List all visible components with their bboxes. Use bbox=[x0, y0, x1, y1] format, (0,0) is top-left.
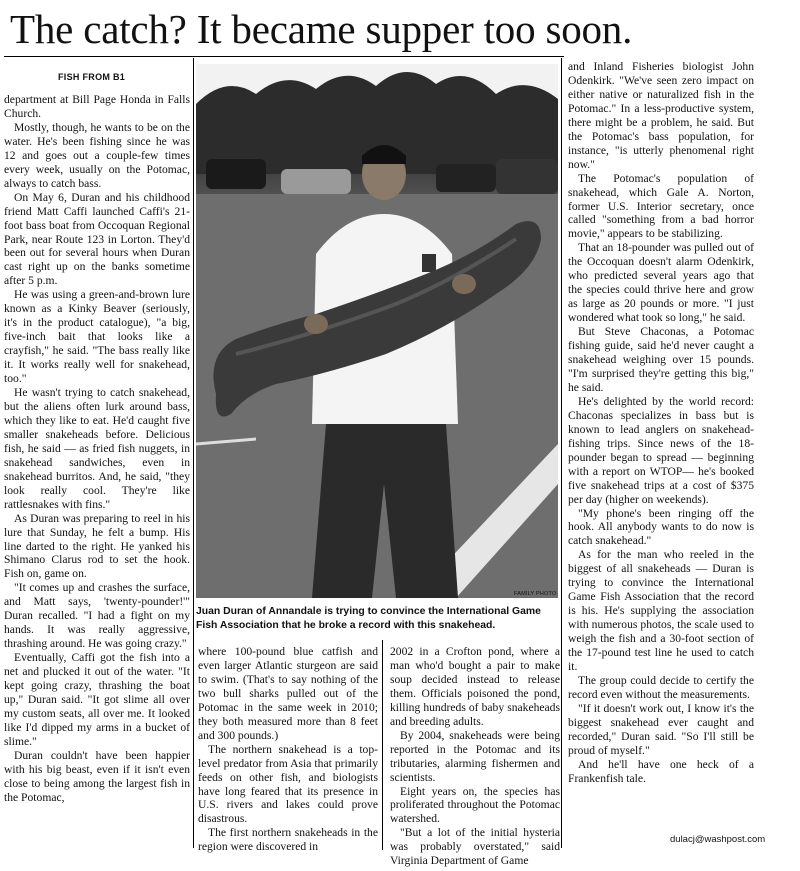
paragraph: "It comes up and crashes the surface, and Matt says, 'twenty-pounder!'" Duran recalled. "I had a fight on my hands. It was really aggressive, thrashing around. He was going crazy." bbox=[4, 581, 190, 651]
column-divider-1 bbox=[193, 58, 194, 848]
headline-rule bbox=[4, 56, 564, 57]
paragraph: As for the man who reeled in the biggest of all snakeheads — Duran is trying to convince the International Game Fish Association that the record is his. He's supplying the association with numerous photos, the scale used to weigh the fish and a 30-foot section of the 17-pound test line he used to catch it. bbox=[568, 548, 754, 673]
paragraph: On May 6, Duran and his childhood friend Matt Caffi launched Caffi's 21-foot bass boat from Occoquan Regional Park, near Route 123 in Lorton. They'd been out for several hours when Duran cast right up on the banks sometime after 5 p.m. bbox=[4, 190, 190, 288]
column-divider-3 bbox=[382, 640, 383, 850]
paragraph: Mostly, though, he wants to be on the water. He's been fishing since he was 12 and goes out a couple-few times every week, usually on the Potomac, always to catch bass. bbox=[4, 120, 190, 190]
paragraph: The Potomac's population of snakehead, which Gale A. Norton, former U.S. Interior secretary, once called "something from a bad horror movie," appears to be stabilizing. bbox=[568, 171, 754, 241]
paragraph: "But a lot of the initial hysteria was probably overstated," said Virginia Department of Game bbox=[390, 826, 560, 868]
paragraph: And he'll have one heck of a Frankenfish tale. bbox=[568, 757, 754, 785]
paragraph: 2002 in a Crofton pond, where a man who'd bought a pair to make soup decided instead to release them. Officials poisoned the pond, killing hundreds of baby snakeheads and breeding adults. bbox=[390, 645, 560, 728]
paragraph: Eight years on, the species has proliferated throughout the Potomac watershed. bbox=[390, 784, 560, 826]
paragraph: The first northern snakeheads in the region were discovered in bbox=[198, 826, 378, 854]
article-column-1 bbox=[4, 93, 190, 805]
paragraph: department at Bill Page Honda in Falls Church. bbox=[4, 93, 190, 120]
paragraph: That an 18-pounder was pulled out of the Occoquan doesn't alarm Odenkirk, who predicted several years ago that the species could thrive here and grow as large as 20 pounds or more. "I just wondered what took so long," he said. bbox=[568, 241, 754, 325]
article-column-4 bbox=[568, 60, 754, 786]
article-column-2 bbox=[198, 645, 378, 854]
jump-line: FISH FROM B1 bbox=[58, 72, 126, 82]
photo-illustration bbox=[196, 64, 558, 598]
paragraph: The northern snakehead is a top-level predator from Asia that primarily feeds on other fish, and biologists have long feared that its presence in U.S. rivers and lakes could prove disastrous. bbox=[198, 742, 378, 826]
headline: The catch? It became supper too soon. bbox=[10, 6, 633, 52]
photo-credit: FAMILY PHOTO bbox=[514, 591, 557, 597]
column-divider-2 bbox=[561, 58, 562, 848]
paragraph: where 100-pound blue catfish and even larger Atlantic sturgeon are said to swim. (That's to say nothing of the two bull sharks pulled out of the Potomac in the same week in 2010; they both measured more than 8 feet and 300 pounds.) bbox=[198, 645, 378, 742]
paragraph: As Duran was preparing to reel in his lure that Sunday, he felt a bump. His line darted to the right. He yanked his Shimano Clarus rod to set the hook. Fish on, game on. bbox=[4, 511, 190, 581]
paragraph: "If it doesn't work out, I know it's the biggest snakehead ever caught and recorded," Duran said. "So I'll still be proud of myself." bbox=[568, 701, 754, 757]
author-email: dulacj@washpost.com bbox=[670, 834, 766, 845]
paragraph: Duran couldn't have been happier with his big beast, even if it isn't even close to being among the largest fish in the Potomac, bbox=[4, 748, 190, 804]
paragraph: and Inland Fisheries biologist John Odenkirk. "We've seen zero impact on either native or naturalized fish in the Potomac." In a less-productive system, there might be a problem, he said. But the Potomac's bass population, for instance, "is utterly phenomenal right now." bbox=[568, 60, 754, 171]
photo-caption: Juan Duran of Annandale is trying to convince the International Game Fish Association that he broke a record with this snakehead. bbox=[196, 606, 541, 631]
paragraph: Eventually, Caffi got the fish into a net and plucked it out of the water. "It kept going crazy, thrashing the boat up," Duran said. "It got slime all over my custom seats, all over me. It looked like I'd dipped my arms in a bucket of slime." bbox=[4, 651, 190, 748]
article-column-3 bbox=[390, 645, 560, 868]
paragraph: He's delighted by the world record: Chaconas specializes in bass but is known to lead anglers on snakehead-fishing trips. Since news of the 18-pounder began to spread — beginning with a report on WTOP— he's booked five snakehead trips at a cost of $375 per day (higher on weekends). bbox=[568, 394, 754, 506]
photo-man-holding-snakehead bbox=[196, 64, 558, 598]
paragraph: By 2004, snakeheads were being reported in the Potomac and its tributaries, alarming fishermen and scientists. bbox=[390, 728, 560, 784]
paragraph: He wasn't trying to catch snakehead, but the aliens often lurk around bass, which they like to eat. He'd caught five smaller snakeheads before. Delicious fish, he said — as fried fish nuggets, in snakehead sandwiches, even in snakehead burritos. And, he said, "they look really cool. They're like rattlesnakes with fins." bbox=[4, 386, 190, 511]
paragraph: He was using a green-and-brown lure known as a Kinky Beaver (seriously, it's in the product catalogue), "a big, five-inch bait that looks like a crayfish," he said. "The bass really like it. It works really well for snakehead, too." bbox=[4, 288, 190, 386]
paragraph: But Steve Chaconas, a Potomac fishing guide, said he'd never caught a snakehead weighing over 15 pounds. "I'm surprised they're getting this big," he said. bbox=[568, 325, 754, 394]
paragraph: "My phone's been ringing off the hook. All anybody wants to do now is catch snakehead." bbox=[568, 506, 754, 548]
paragraph: The group could decide to certify the record even without the measurements. bbox=[568, 673, 754, 701]
